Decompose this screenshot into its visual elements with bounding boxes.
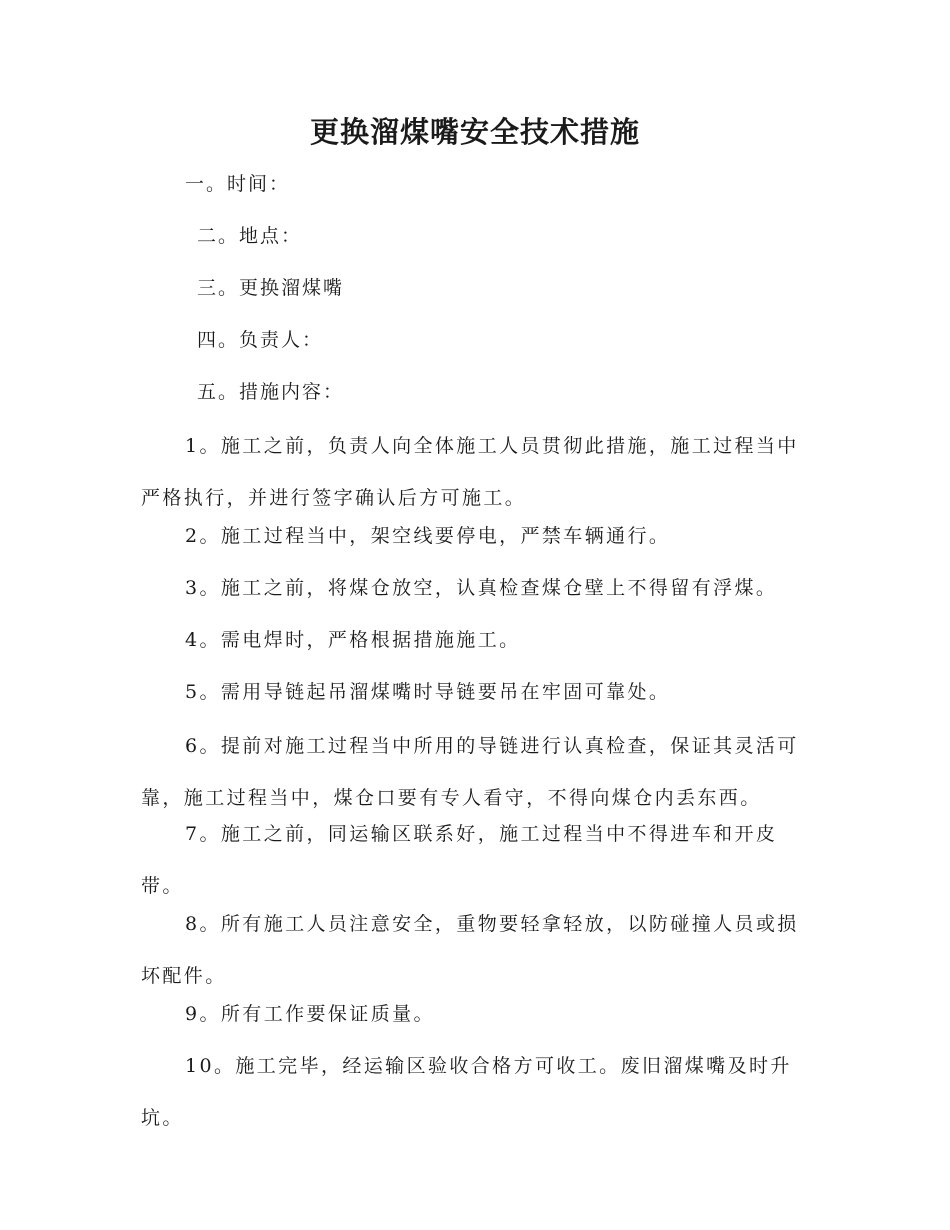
document-title: 更换溜煤嘴安全技术措施 <box>309 115 640 149</box>
heading-task: 三。更换溜煤嘴 <box>197 277 345 299</box>
measure-item-10-line-1: 10。施工完毕，经运输区验收合格方可收工。废旧溜煤嘴及时升 <box>185 1055 792 1077</box>
measure-item-10 <box>141 1040 813 1144</box>
measure-item-2 <box>141 510 813 562</box>
heading-measures: 五。措施内容： <box>197 381 345 403</box>
measure-item-3-line-1: 3。施工之前，将煤仓放空，认真检查煤仓壁上不得留有浮煤。 <box>185 577 778 599</box>
heading-time: 一。时间： <box>185 173 291 195</box>
measure-item-2-line-1: 2。施工过程当中，架空线要停电，严禁车辆通行。 <box>185 525 671 547</box>
measure-item-6-line-2: 靠，施工过程当中，煤仓口要有专人看守，不得向煤仓内丢东西。 <box>141 787 762 809</box>
measure-item-8-line-2: 坏配件。 <box>141 965 227 987</box>
measure-item-6-line-1: 6。提前对施工过程当中所用的导链进行认真检查，保证其灵活可 <box>185 735 799 757</box>
measure-item-8-line-1: 8。所有施工人员注意安全，重物要轻拿轻放，以防碰撞人员或损 <box>185 913 799 935</box>
heading-location: 二。地点： <box>197 225 303 247</box>
measure-item-9-line-1: 9。所有工作要保证质量。 <box>185 1003 435 1025</box>
measure-item-5 <box>141 666 813 718</box>
measure-item-4-line-1: 4。需电焊时，严格根据措施施工。 <box>185 629 521 651</box>
measure-item-1-line-1: 1。施工之前，负责人向全体施工人员贯彻此措施，施工过程当中 <box>185 435 799 457</box>
measure-item-8 <box>141 898 813 1002</box>
measure-item-5-line-1: 5。需用导链起吊溜煤嘴时导链要吊在牢固可靠处。 <box>185 681 671 703</box>
heading-responsible-person: 四。负责人： <box>197 329 324 351</box>
measure-item-7-line-1: 7。施工之前，同运输区联系好，施工过程当中不得进车和开皮 <box>185 823 778 845</box>
measure-item-7 <box>141 808 813 912</box>
measure-item-7-line-2: 带。 <box>141 875 184 897</box>
measure-item-1-line-2: 严格执行，并进行签字确认后方可施工。 <box>141 487 527 509</box>
measure-item-9 <box>141 988 813 1040</box>
measure-item-10-line-2: 坑。 <box>141 1107 184 1129</box>
measure-item-4 <box>141 614 813 666</box>
measure-item-1 <box>141 420 813 524</box>
measure-item-3 <box>141 562 813 614</box>
